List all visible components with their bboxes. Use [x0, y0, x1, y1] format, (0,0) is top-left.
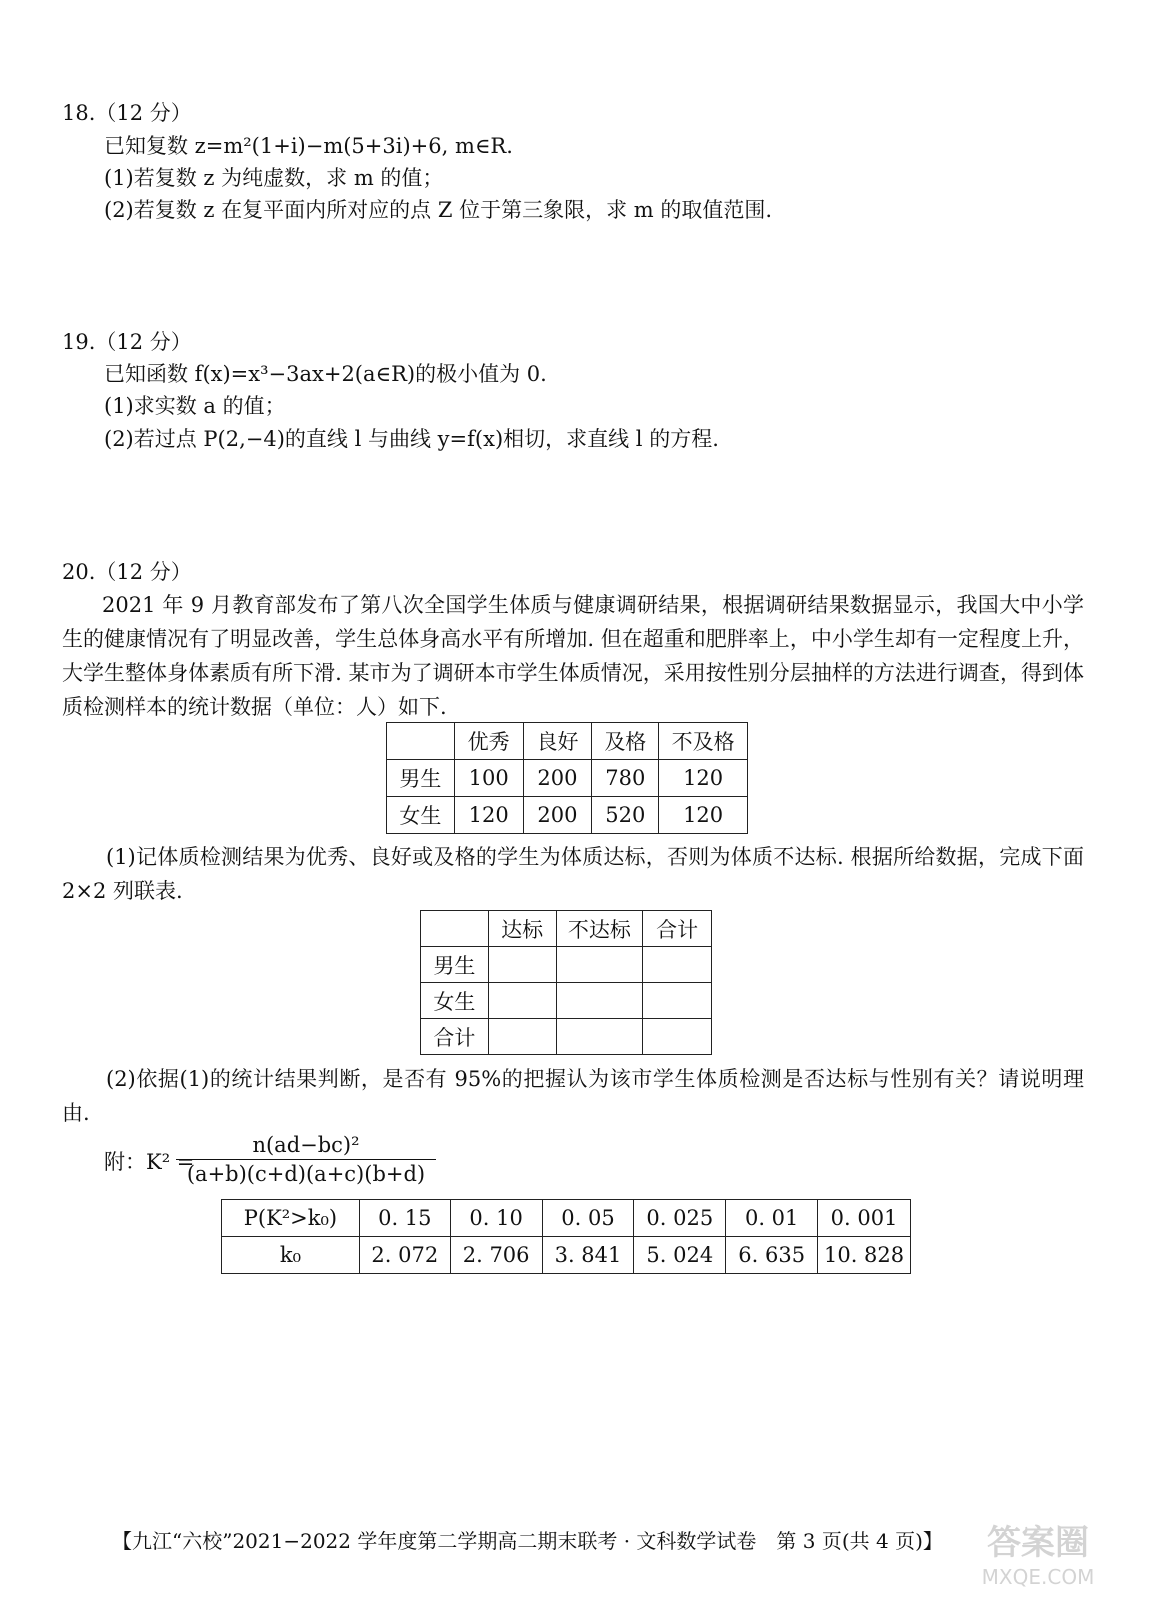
- table-cell: 520: [592, 797, 659, 834]
- table-cell: 120: [454, 797, 523, 834]
- q18-part2: (2)若复数 z 在复平面内所对应的点 Z 位于第三象限，求 m 的取值范围.: [104, 198, 773, 222]
- blank-cell[interactable]: [643, 1019, 712, 1055]
- table-cell: 男生: [421, 947, 489, 983]
- table-cell: 男生: [387, 760, 455, 797]
- q19-header: 19.（12 分）: [62, 330, 192, 354]
- table-cell: k₀: [222, 1237, 360, 1274]
- q18-part1: (1)若复数 z 为纯虚数，求 m 的值；: [104, 166, 444, 190]
- table-row: [387, 797, 748, 834]
- critical-value-table: [221, 1199, 911, 1274]
- table-cell: 合计: [643, 911, 712, 947]
- table-row: [387, 760, 748, 797]
- q18-stem: 已知复数 z=m²(1+i)−m(5+3i)+6, m∈R.: [104, 134, 513, 158]
- blank-cell[interactable]: [643, 947, 712, 983]
- blank-cell[interactable]: [488, 1019, 556, 1055]
- table-cell: 0. 05: [542, 1200, 634, 1237]
- formula-numerator: n(ad−bc)²: [252, 1133, 360, 1157]
- watermark-url: MXQE.COM: [981, 1565, 1095, 1589]
- table-header-row: [421, 911, 712, 947]
- table-cell: 0. 025: [634, 1200, 726, 1237]
- table-row: [421, 947, 712, 983]
- table-cell: 及格: [592, 723, 659, 760]
- blank-cell[interactable]: [556, 947, 643, 983]
- table-cell: 良好: [523, 723, 592, 760]
- blank-cell[interactable]: [488, 983, 556, 1019]
- table-cell: [387, 723, 455, 760]
- table-cell: 优秀: [454, 723, 523, 760]
- table-cell: 200: [523, 760, 592, 797]
- q18-header: 18.（12 分）: [62, 101, 192, 125]
- table-cell: 100: [454, 760, 523, 797]
- table-cell: 0. 01: [726, 1200, 818, 1237]
- q20-intro: 2021 年 9 月教育部发布了第八次全国学生体质与健康调研结果，根据调研结果数据显示，我国大中小学生的健康情况有了明显改善，学生总体身高水平有所增加. 但在超重和肥胖率上，中小学生却有一定程度上升，大学生整体身体素质有所下滑. 某市为了调研本市学生体质情况，采用按性别分层抽样的方法进行调查，得到体质检测样本的统计数据（单位：人）如下.: [62, 593, 1084, 719]
- watermark-text: 答案圈: [987, 1523, 1089, 1563]
- formula-prefix: 附：K² =: [104, 1150, 195, 1174]
- table-cell: 达标: [488, 911, 556, 947]
- q20-header: 20.（12 分）: [62, 560, 192, 584]
- physique-data-table: [386, 722, 748, 834]
- table-cell: 10. 828: [818, 1237, 911, 1274]
- table-header-row: [387, 723, 748, 760]
- table-cell: 不及格: [659, 723, 748, 760]
- blank-cell[interactable]: [643, 983, 712, 1019]
- table-cell: 200: [523, 797, 592, 834]
- q20-part1: (1)记体质检测结果为优秀、良好或及格的学生为体质达标，否则为体质不达标. 根据所给数据，完成下面 2×2 列联表.: [62, 845, 1084, 903]
- table-cell: 不达标: [556, 911, 643, 947]
- table-row: [222, 1237, 911, 1274]
- table-cell: 120: [659, 797, 748, 834]
- formula-denominator: (a+b)(c+d)(a+c)(b+d): [186, 1162, 426, 1186]
- table-cell: 0. 10: [450, 1200, 542, 1237]
- page-footer: 【九江“六校”2021−2022 学年度第二学期高二期末联考 · 文科数学试卷 第 3 页(共 4 页)】: [112, 1529, 943, 1553]
- blank-cell[interactable]: [556, 983, 643, 1019]
- table-cell: 0. 001: [818, 1200, 911, 1237]
- table-cell: 120: [659, 760, 748, 797]
- blank-cell[interactable]: [556, 1019, 643, 1055]
- table-cell: 合计: [421, 1019, 489, 1055]
- table-row: [222, 1200, 911, 1237]
- blank-cell[interactable]: [488, 947, 556, 983]
- table-cell: 3. 841: [542, 1237, 634, 1274]
- table-cell: 780: [592, 760, 659, 797]
- chi-square-formula: [176, 1133, 436, 1186]
- table-cell: 女生: [421, 983, 489, 1019]
- table-cell: 0. 15: [359, 1200, 450, 1237]
- q19-stem: 已知函数 f(x)=x³−3ax+2(a∈R)的极小值为 0.: [104, 362, 547, 386]
- watermark-logo: [933, 1512, 1143, 1592]
- table-cell: 2. 706: [450, 1237, 542, 1274]
- table-cell: 2. 072: [359, 1237, 450, 1274]
- q19-part1: (1)求实数 a 的值；: [104, 394, 286, 418]
- table-cell: P(K²>k₀): [222, 1200, 360, 1237]
- table-row: [421, 983, 712, 1019]
- table-cell: 女生: [387, 797, 455, 834]
- q19-part2: (2)若过点 P(2,−4)的直线 l 与曲线 y=f(x)相切，求直线 l 的方程.: [104, 427, 719, 451]
- q20-part2: (2)依据(1)的统计结果判断，是否有 95%的把握认为该市学生体质检测是否达标与性别有关？请说明理由.: [62, 1067, 1084, 1125]
- table-row: [421, 1019, 712, 1055]
- table-cell: 5. 024: [634, 1237, 726, 1274]
- table-cell: 6. 635: [726, 1237, 818, 1274]
- contingency-table: [420, 910, 712, 1055]
- table-cell: [421, 911, 489, 947]
